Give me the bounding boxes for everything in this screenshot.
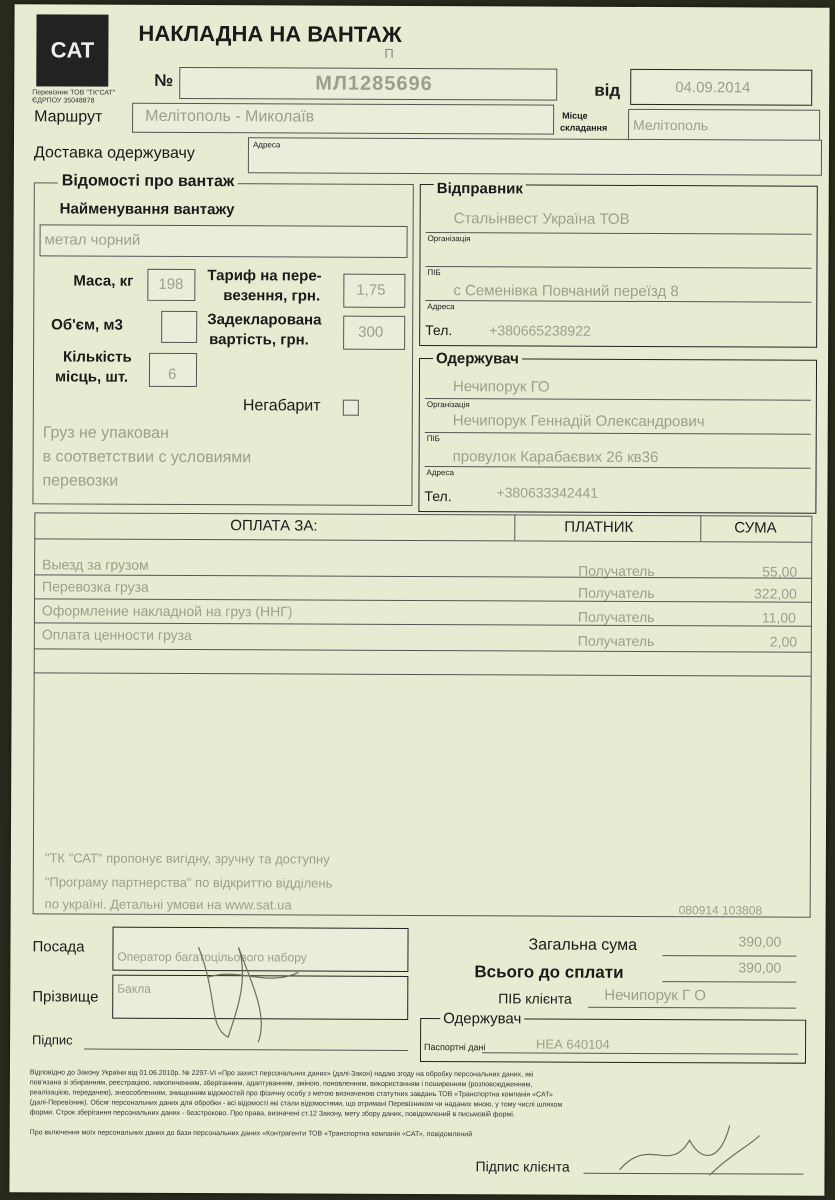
- date-field: [630, 69, 812, 106]
- total-line: [662, 955, 796, 957]
- tariff-value: 1,75: [356, 281, 386, 299]
- receiver-pib-label: ПІБ: [426, 434, 440, 444]
- payment-header-payer: ПЛАТНИК: [564, 518, 634, 536]
- waybill-document: [9, 4, 829, 1196]
- places-value: 6: [167, 365, 177, 383]
- declared-field: [343, 316, 405, 350]
- sat-logo: [36, 14, 108, 86]
- total-value: 390,00: [738, 933, 782, 950]
- receiver-tel-value: +380633342441: [496, 484, 599, 501]
- receiver-title: Одержувач: [433, 350, 522, 367]
- volume-label: Об'єм, м3: [51, 316, 123, 334]
- surname-label: Прізвище: [32, 988, 99, 1006]
- date-value: 04.09.2014: [675, 79, 751, 97]
- payment-payer: Получатель: [577, 632, 655, 650]
- oversize-label: Негабарит: [242, 397, 321, 415]
- consent-text: Про включення моїх персональних даних до бази персональних даних «Контрагенти ТОВ «Транспортна компанія «САТ», повідомлений: [29, 1129, 473, 1139]
- stamp-code: 080914 103808: [678, 903, 763, 918]
- passport-label: Паспортні дані: [424, 1042, 486, 1053]
- payment-header-for: ОПЛАТА ЗА:: [230, 517, 318, 535]
- place-label-2: складання: [560, 122, 608, 133]
- oversize-checkbox[interactable]: [343, 400, 359, 416]
- payment-header-sum: СУМА: [734, 519, 777, 537]
- cargo-section-title: Відомості про вантаж: [58, 172, 239, 191]
- cargo-note-3: перевозки: [42, 472, 119, 490]
- sender-org-label: Організація: [427, 234, 471, 244]
- payment-service: Перевозка груза: [42, 578, 149, 595]
- signature-line: [84, 1049, 408, 1051]
- client-signature-label: Підпис клієнта: [475, 1158, 570, 1175]
- legal-text-1: Відповідно до Закону України від 01.06.2010р. № 2297-VI «Про захист персональних даних» (далі-Закон) надаю згоду на обробку персональних даних, які: [29, 1069, 534, 1079]
- payment-sum: 55,00: [762, 563, 798, 580]
- payment-sum: 11,00: [761, 609, 796, 626]
- declared-label-2: вартість, грн.: [209, 331, 309, 349]
- client-label: ПІБ клієнта: [498, 990, 572, 1007]
- promo-line-1: "ТК "САТ" пропонує вигідну, зручну та доступну: [44, 850, 330, 867]
- cargo-name-value: метал чорний: [44, 231, 141, 249]
- cargo-note-2: в соответствии с условиями: [42, 448, 252, 467]
- logo-text: CAT: [50, 37, 95, 63]
- receiver-passport-title: Одержувач: [440, 1010, 524, 1027]
- legal-text-3: реалізацією, передачею), знеособленням, знищенням відомостей про фізичну особу з метою визначеною статутних завдань ТОВ «Транспортна компанія «САТ»: [29, 1089, 553, 1099]
- places-label-2: місць, шт.: [54, 368, 129, 386]
- cargo-name-label: Найменування вантажу: [59, 200, 235, 219]
- mass-value: 198: [158, 275, 184, 293]
- logo-caption-1: Перевізник ТОВ "ТК"САТ": [32, 89, 116, 97]
- volume-field: [161, 311, 197, 343]
- legal-text-5: форми. Строк зберігання персональних даних - безстроково. Про права, визначені ст.12 Закону, мету збору даних, повідомлений в письмовій формі.: [29, 1109, 515, 1119]
- payment-sum: 322,00: [753, 585, 797, 602]
- mass-label: Маса, кг: [73, 272, 134, 290]
- receiver-address-label: Адреса: [426, 468, 454, 478]
- places-label-1: Кількість: [63, 348, 132, 366]
- tariff-label-1: Тариф на пере-: [207, 267, 322, 285]
- sender-org-value: Стальінвест Україна ТОВ: [453, 210, 630, 228]
- place-label-1: Місце: [562, 110, 588, 121]
- delivery-address-label: Адреса: [252, 140, 281, 150]
- sender-address-label: Адреса: [427, 302, 455, 312]
- employee-signature: [178, 917, 319, 1048]
- receiver-address-value: провулок Карабаєвих 26 кв36: [452, 448, 659, 467]
- sender-address-value: с Семенівка Повчаний переїзд 8: [453, 282, 679, 301]
- sender-tel-label: Тел.: [425, 322, 453, 339]
- receiver-tel-label: Тел.: [424, 488, 452, 505]
- route-label: Маршрут: [34, 108, 103, 126]
- payment-sum: 2,00: [769, 633, 798, 650]
- route-field: [132, 103, 554, 135]
- receiver-pib-value: Нечипорук Геннадій Олександрович: [452, 412, 705, 431]
- date-label: від: [594, 80, 621, 100]
- position-label: Посада: [32, 938, 85, 956]
- passport-value: НЕА 640104: [536, 1036, 610, 1052]
- declared-label-1: Задекларована: [207, 311, 322, 329]
- sender-title: Відправник: [434, 180, 526, 197]
- mass-field: [147, 269, 195, 301]
- grand-total-line: [662, 981, 796, 983]
- number-value: МЛ1285696: [315, 72, 433, 96]
- receiver-org-value: Нечипорук ГО: [452, 378, 550, 396]
- sender-tel-value: +380665238922: [489, 322, 591, 339]
- cargo-note-1: Груз не упакован: [42, 424, 169, 442]
- delivery-label: Доставка одержувачу: [33, 144, 195, 163]
- signature-label: Підпис: [32, 1032, 73, 1048]
- legal-text-2: пов'язана зі збиранням, реєстрацією, накопиченням, зберіганням, адаптуванням, зміною, поновленням, використанням і поширенням (розповсюдженням,: [29, 1079, 533, 1089]
- grand-total-label: Всього до сплати: [474, 962, 624, 982]
- payment-col-divider-1: [514, 514, 515, 540]
- total-label: Загальна сума: [528, 936, 638, 954]
- position-value: Оператор багатоцільового набору: [117, 949, 307, 965]
- promo-line-2: "Програму партнерства" по відкриттю відділень: [44, 874, 333, 891]
- payment-payer: Получатель: [577, 584, 655, 602]
- legal-text-4: (далі-Перевізник). Обсяг персональних даних для обробки - всі відомості які стали відомостями, що отримані Перевізником чи наданих мною, у тому числі шляхом: [29, 1099, 563, 1109]
- cargo-name-field: [39, 224, 407, 258]
- series-letter: П: [384, 45, 394, 61]
- route-value: Мелітополь - Миколаїв: [145, 107, 315, 126]
- number-field: [179, 67, 557, 101]
- place-value: Мелітополь: [633, 116, 709, 134]
- client-signature: [609, 1115, 769, 1186]
- tariff-label-2: везення, грн.: [223, 287, 321, 305]
- promo-line-3: по україні. Детальні умови на www.sat.ua: [44, 896, 292, 913]
- tariff-field: [343, 274, 405, 308]
- sender-pib-label: ПІБ: [427, 268, 441, 278]
- grand-total-value: 390,00: [738, 959, 782, 976]
- number-label: №: [154, 70, 174, 90]
- receiver-org-label: Організація: [426, 400, 470, 410]
- client-value: Нечипорук Г О: [604, 986, 707, 1005]
- logo-caption-2: ЄДРПОУ 35048878: [32, 97, 95, 105]
- payment-col-divider-2: [700, 515, 701, 541]
- document-title: НАКЛАДНА НА ВАНТАЖ: [138, 20, 402, 47]
- client-line: [588, 1007, 796, 1009]
- payment-service: Выезд за грузом: [42, 556, 149, 573]
- payment-service: Оформление накладной на груз (ННГ): [41, 602, 293, 620]
- payment-payer: Получатель: [577, 608, 655, 626]
- delivery-address-field: [248, 137, 822, 176]
- place-field: [628, 109, 820, 142]
- places-field: [149, 353, 197, 387]
- payment-service: Оплата ценности груза: [41, 626, 192, 644]
- declared-value: 300: [358, 323, 384, 341]
- surname-value: Бакла: [117, 981, 151, 996]
- payment-payer: Получатель: [578, 562, 655, 580]
